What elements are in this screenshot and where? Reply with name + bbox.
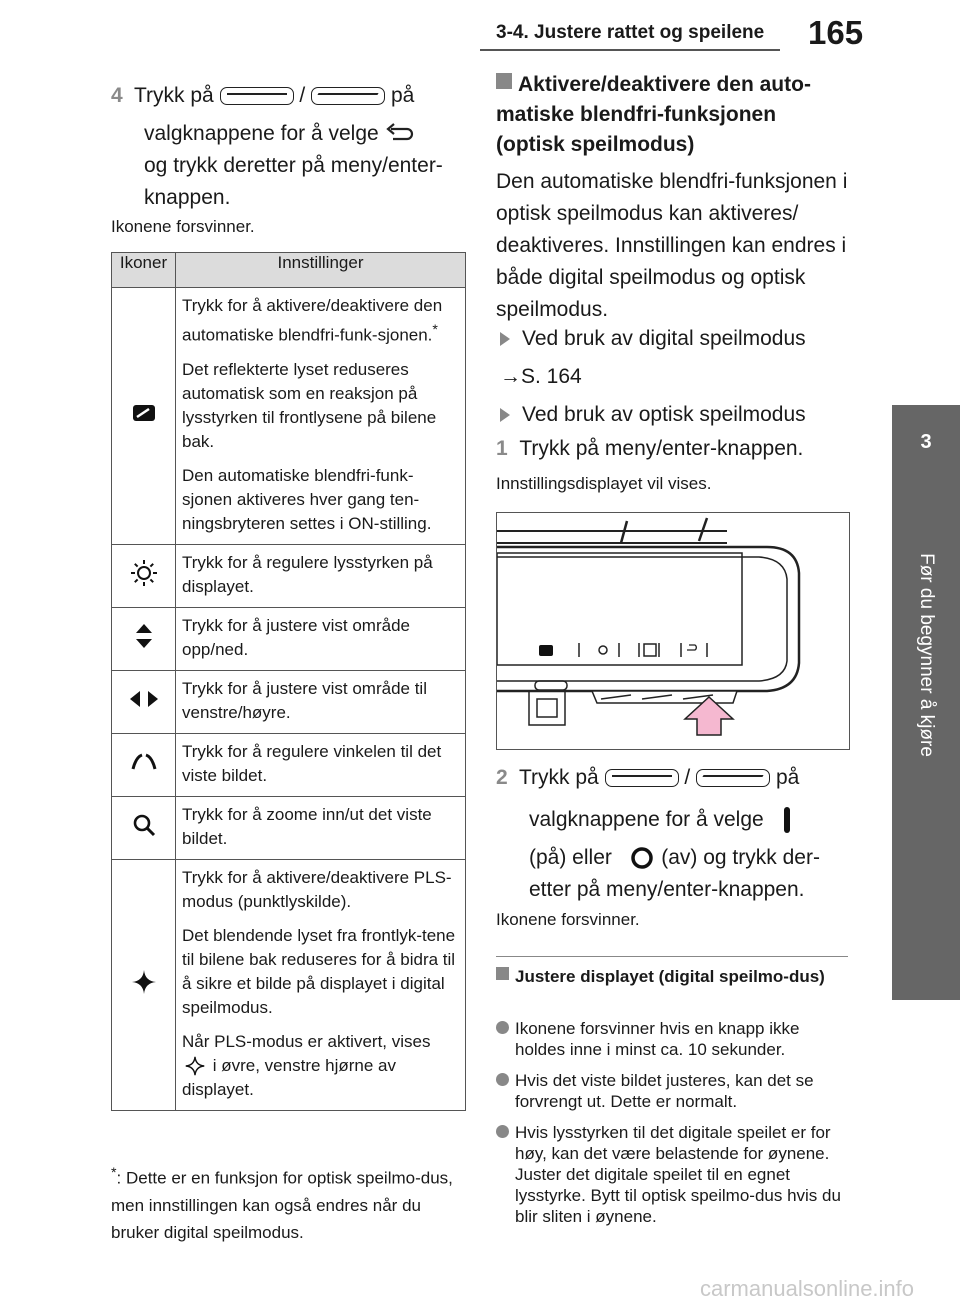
chapter-number: 3 (920, 431, 932, 453)
step-number: 2 (496, 766, 508, 789)
step-text: (av) og trykk der- (661, 846, 820, 869)
cell-text: Det blendende lyset fra frontlyk-tene til bilene bak reduseres for å bidra til å sikre et bilde på displayet i digital speilmodus. (182, 925, 456, 1017)
round-bullet-icon (496, 1021, 509, 1034)
table-row (112, 859, 466, 1110)
sub-heading (496, 966, 846, 988)
step-text: Trykk på (133, 84, 214, 107)
list-item (496, 1070, 848, 1112)
square-bullet-icon (496, 967, 509, 980)
settings-cell (176, 288, 466, 545)
step-text: etter på meny/enter-knappen. (529, 878, 805, 901)
on-bar-icon (781, 806, 793, 834)
cell-text: Trykk for å regulere lysstyrken på displayet. (182, 552, 433, 596)
cell-text: Trykk for å regulere vinkelen til det viste bildet. (182, 741, 442, 785)
bullet-optical (500, 399, 806, 431)
tilt-icon (130, 751, 158, 773)
step-number: 1 (496, 437, 508, 460)
round-bullet-icon (496, 1073, 509, 1086)
cell-text: Trykk for å zoome inn/ut det viste bildet. (182, 804, 432, 848)
step-text: på (390, 84, 415, 107)
cell-text: Trykk for å justere vist område opp/ned. (182, 615, 410, 659)
brightness-icon (130, 559, 158, 587)
list-item (496, 1122, 848, 1227)
bullet-text: Ved bruk av digital speilmodus (522, 327, 806, 350)
footnote-text: : Dette er en funksjon for optisk speilmo-dus, men innstillingen kan også endres når du bruker digital speilmodus. (111, 1168, 453, 1242)
mirror-illustration (497, 513, 849, 749)
page-reference: →S. 164 (500, 365, 582, 388)
select-button-b-icon (311, 87, 385, 105)
icon-cell (112, 544, 176, 607)
cell-text: Trykk for å aktivere/deaktivere den automatiske blendfri-funk-sjonen. (182, 296, 443, 345)
left-right-icon (129, 689, 159, 709)
settings-cell (176, 733, 466, 796)
step-text: valgknappene for å velge (529, 808, 764, 831)
step-text: og trykk deretter på meny/enter- (144, 154, 443, 177)
note: Innstillingsdisplayet vil vises. (496, 474, 712, 493)
note-text: Ikonene forsvinner hvis en knapp ikke holdes inne i minst ca. 10 sekunder. (515, 1019, 800, 1059)
icon-cell (112, 733, 176, 796)
step-text: Trykk på meny/enter-knappen. (519, 437, 804, 460)
step-text: knappen. (144, 186, 231, 209)
slash: / (299, 84, 306, 107)
pls-inline-icon (182, 1056, 208, 1076)
step-text: Trykk på (518, 766, 599, 789)
cell-text: Det reflekterte lyset reduseres automatisk som en reaksjon på lysstyrken til frontlysene på bilene bak. (182, 359, 437, 451)
cell-text: Trykk for å justere vist område til venstre/høyre. (182, 678, 427, 722)
table-row (112, 544, 466, 607)
table-header-row (112, 253, 466, 288)
up-down-icon (134, 623, 154, 649)
cell-text: Trykk for å aktivere/deaktivere PLS-modus (punktlyskilde). (182, 867, 452, 911)
col-header-icons: Ikoner (112, 253, 176, 288)
step-2 (496, 762, 856, 906)
slash: / (684, 766, 691, 789)
table-row (112, 607, 466, 670)
section-heading (496, 70, 846, 160)
table-row (112, 288, 466, 545)
heading-bullet-icon (496, 73, 512, 89)
mirror-diagram (496, 512, 850, 750)
note-text: Hvis det viste bildet justeres, kan det se forvrengt ut. Dette er normalt. (515, 1071, 814, 1111)
settings-cell (176, 544, 466, 607)
icon-cell (112, 796, 176, 859)
step-text: på (775, 766, 800, 789)
select-button-a-icon (220, 87, 294, 105)
intro-paragraph: Den automatiske blendfri-funksjonen i optisk speilmodus kan aktiveres/ deaktiveres. Innstillingen kan endres i både digital speilmodus og optisk speilmodus. (496, 170, 848, 321)
icon-cell (112, 288, 176, 545)
bullet-text: Ved bruk av optisk speilmodus (522, 403, 806, 426)
footnote-mark: * (432, 322, 438, 338)
table-row (112, 796, 466, 859)
footnote-mark: * (111, 1165, 117, 1181)
settings-cell (176, 859, 466, 1110)
settings-cell (176, 670, 466, 733)
col-header-settings: Innstillinger (176, 253, 466, 288)
chapter-side-tab (892, 405, 960, 1000)
settings-cell (176, 796, 466, 859)
select-button-a-icon (605, 769, 679, 787)
header-rule (480, 49, 780, 51)
icon-cell (112, 859, 176, 1110)
zoom-icon (132, 813, 156, 837)
note: Ikonene forsvinner. (111, 217, 255, 236)
return-arrow-icon (385, 123, 415, 145)
step-1 (496, 433, 803, 465)
off-circle-icon (629, 845, 655, 871)
divider (496, 956, 848, 957)
icon-cell (112, 607, 176, 670)
note-text: Hvis lysstyrken til det digitale speilet er for høy, kan det være belastende for øynene. Juster det digitale speilet til en egnet lysstyrke. Bytt til optisk speilmo-dus hvis du blir sliten i øynene. (515, 1123, 841, 1226)
table-row (112, 670, 466, 733)
page-number: 165 (808, 14, 864, 51)
icon-cell (112, 670, 176, 733)
pls-icon (131, 969, 157, 995)
step-number: 4 (111, 84, 123, 107)
step-4 (111, 80, 471, 214)
section-title: 3-4. Justere rattet og speilene (496, 22, 765, 43)
note: Ikonene forsvinner. (496, 910, 640, 929)
watermark: carmanualsonline.info (700, 1276, 915, 1301)
step-text: (på) eller (529, 846, 612, 869)
table-row (112, 733, 466, 796)
heading-text: Aktivere/deaktivere den auto-matiske blendfri-funksjonen (optisk speilmodus) (496, 73, 811, 156)
cell-text: Når PLS-modus er aktivert, vises (182, 1031, 431, 1051)
notes-list (496, 1018, 848, 1227)
triangle-bullet-icon (500, 332, 510, 346)
triangle-bullet-icon (500, 408, 510, 422)
auto-dimming-icon (131, 403, 157, 423)
select-button-b-icon (696, 769, 770, 787)
cell-text: i øvre, venstre hjørne av displayet. (182, 1055, 397, 1099)
settings-cell (176, 607, 466, 670)
footnote (111, 1160, 471, 1246)
sub-heading-text: Justere displayet (digital speilmo-dus) (515, 967, 825, 986)
chapter-title: Før du begynner å kjøre (916, 553, 937, 757)
round-bullet-icon (496, 1125, 509, 1138)
list-item (496, 1018, 848, 1060)
bullet-digital (500, 323, 806, 355)
cell-text: Den automatiske blendfri-funk-sjonen aktiveres hver gang ten-ningsbryteren settes i ON-stilling. (182, 465, 432, 533)
step-text: valgknappene for å velge (144, 122, 379, 145)
settings-table (111, 252, 466, 1111)
